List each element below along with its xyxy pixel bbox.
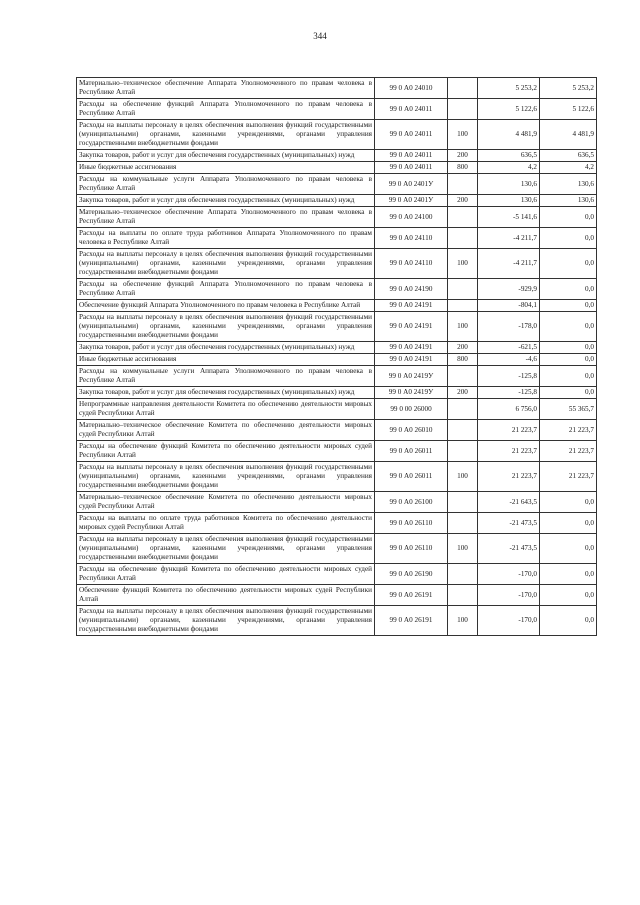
row-amount-1-cell: -21 473,5 xyxy=(478,534,540,564)
row-amount-1-cell: -125,8 xyxy=(478,387,540,399)
row-amount-1-cell: -804,1 xyxy=(478,300,540,312)
table-row xyxy=(77,342,597,354)
row-expense-type-cell: 100 xyxy=(448,120,478,150)
row-amount-1-cell: -178,0 xyxy=(478,312,540,342)
row-name-cell: Обеспечение функций Аппарата Уполномоченного по правам человека в Республике Алтай xyxy=(77,300,375,312)
row-code-cell: 99 0 А0 26100 xyxy=(375,492,448,513)
row-amount-1-cell: 6 756,0 xyxy=(478,399,540,420)
table-row xyxy=(77,249,597,279)
row-amount-2-cell: 130,6 xyxy=(540,195,597,207)
row-code-cell: 99 0 А0 26191 xyxy=(375,606,448,636)
row-amount-2-cell: 0,0 xyxy=(540,312,597,342)
row-amount-2-cell: 0,0 xyxy=(540,564,597,585)
table-row xyxy=(77,564,597,585)
budget-table-body xyxy=(77,78,597,636)
row-expense-type-cell xyxy=(448,207,478,228)
row-amount-1-cell: 4 481,9 xyxy=(478,120,540,150)
row-code-cell: 99 0 А0 24010 xyxy=(375,78,448,99)
row-name-cell: Расходы на выплаты по оплате труда работников Аппарата Уполномоченного по правам человека в Республике Алтай xyxy=(77,228,375,249)
budget-table xyxy=(76,77,597,636)
row-amount-1-cell: -621,5 xyxy=(478,342,540,354)
row-amount-2-cell: 55 365,7 xyxy=(540,399,597,420)
row-expense-type-cell xyxy=(448,174,478,195)
row-name-cell: Иные бюджетные ассигнования xyxy=(77,162,375,174)
row-expense-type-cell xyxy=(448,564,478,585)
row-amount-2-cell: 0,0 xyxy=(540,606,597,636)
row-amount-2-cell: 21 223,7 xyxy=(540,420,597,441)
row-name-cell: Расходы на обеспечение функций Аппарата Уполномоченного по правам человека в Республике Алтай xyxy=(77,279,375,300)
row-amount-1-cell: -125,8 xyxy=(478,366,540,387)
row-expense-type-cell: 100 xyxy=(448,462,478,492)
row-amount-1-cell: 5 253,2 xyxy=(478,78,540,99)
row-amount-2-cell: 0,0 xyxy=(540,366,597,387)
row-amount-1-cell: 130,6 xyxy=(478,174,540,195)
row-name-cell: Материально–техническое обеспечение Аппарата Уполномоченного по правам человека в Республике Алтай xyxy=(77,78,375,99)
row-expense-type-cell xyxy=(448,228,478,249)
table-row xyxy=(77,354,597,366)
row-expense-type-cell xyxy=(448,99,478,120)
table-row xyxy=(77,441,597,462)
row-amount-1-cell: 130,6 xyxy=(478,195,540,207)
row-name-cell: Расходы на выплаты персоналу в целях обеспечения выполнения функций государственными (муниципальными) органами, казенными учреждениями, органами управления государственными внебюджетными фондами xyxy=(77,312,375,342)
row-amount-2-cell: 0,0 xyxy=(540,342,597,354)
row-name-cell: Расходы на обеспечение функций Комитета по обеспечению деятельности мировых судей Республики Алтай xyxy=(77,441,375,462)
row-amount-2-cell: 4 481,9 xyxy=(540,120,597,150)
row-code-cell: 99 0 А0 24011 xyxy=(375,120,448,150)
row-name-cell: Иные бюджетные ассигнования xyxy=(77,354,375,366)
row-expense-type-cell: 100 xyxy=(448,606,478,636)
row-amount-2-cell: 0,0 xyxy=(540,300,597,312)
row-amount-1-cell: 5 122,6 xyxy=(478,99,540,120)
row-name-cell: Расходы на обеспечение функций Аппарата Уполномоченного по правам человека в Республике Алтай xyxy=(77,99,375,120)
table-row xyxy=(77,300,597,312)
table-row xyxy=(77,174,597,195)
row-name-cell: Материально–техническое обеспечение Комитета по обеспечению деятельности мировых судей Республики Алтай xyxy=(77,492,375,513)
row-name-cell: Расходы на выплаты персоналу в целях обеспечения выполнения функций государственными (муниципальными) органами, казенными учреждениями, органами управления государственными внебюджетными фондами xyxy=(77,534,375,564)
row-name-cell: Расходы на обеспечение функций Комитета по обеспечению деятельности мировых судей Республики Алтай xyxy=(77,564,375,585)
row-amount-2-cell: 0,0 xyxy=(540,534,597,564)
row-expense-type-cell xyxy=(448,300,478,312)
table-row xyxy=(77,279,597,300)
row-name-cell: Закупка товаров, работ и услуг для обеспечения государственных (муниципальных) нужд xyxy=(77,342,375,354)
row-expense-type-cell: 200 xyxy=(448,387,478,399)
row-expense-type-cell: 200 xyxy=(448,195,478,207)
row-code-cell: 99 0 А0 24100 xyxy=(375,207,448,228)
table-row xyxy=(77,366,597,387)
row-expense-type-cell xyxy=(448,420,478,441)
row-code-cell: 99 0 А0 24191 xyxy=(375,354,448,366)
row-code-cell: 99 0 А0 24110 xyxy=(375,228,448,249)
row-expense-type-cell: 200 xyxy=(448,150,478,162)
row-code-cell: 99 0 А0 26011 xyxy=(375,441,448,462)
row-amount-2-cell: 636,5 xyxy=(540,150,597,162)
row-amount-1-cell: -4,6 xyxy=(478,354,540,366)
row-code-cell: 99 0 А0 2419У xyxy=(375,387,448,399)
row-code-cell: 99 0 А0 24110 xyxy=(375,249,448,279)
row-expense-type-cell xyxy=(448,513,478,534)
row-expense-type-cell xyxy=(448,78,478,99)
table-row xyxy=(77,228,597,249)
row-expense-type-cell xyxy=(448,492,478,513)
row-code-cell: 99 0 00 26000 xyxy=(375,399,448,420)
row-amount-2-cell: 0,0 xyxy=(540,513,597,534)
row-name-cell: Расходы на выплаты по оплате труда работников Комитета по обеспечению деятельности мировых судей Республики Алтай xyxy=(77,513,375,534)
row-amount-2-cell: 0,0 xyxy=(540,279,597,300)
row-code-cell: 99 0 А0 24011 xyxy=(375,150,448,162)
row-name-cell: Закупка товаров, работ и услуг для обеспечения государственных (муниципальных) нужд xyxy=(77,387,375,399)
table-row xyxy=(77,99,597,120)
row-amount-2-cell: 21 223,7 xyxy=(540,441,597,462)
row-name-cell: Расходы на выплаты персоналу в целях обеспечения выполнения функций государственными (муниципальными) органами, казенными учреждениями, органами управления государственными внебюджетными фондами xyxy=(77,120,375,150)
row-amount-1-cell: 636,5 xyxy=(478,150,540,162)
row-name-cell: Расходы на коммунальные услуги Аппарата Уполномоченного по правам человека в Республике Алтай xyxy=(77,174,375,195)
table-row xyxy=(77,312,597,342)
row-code-cell: 99 0 А0 24011 xyxy=(375,99,448,120)
row-amount-2-cell: 21 223,7 xyxy=(540,462,597,492)
row-amount-2-cell: 0,0 xyxy=(540,585,597,606)
row-amount-1-cell: 4,2 xyxy=(478,162,540,174)
row-name-cell: Материально–техническое обеспечение Аппарата Уполномоченного по правам человека в Республике Алтай xyxy=(77,207,375,228)
page-number: 344 xyxy=(313,31,327,41)
row-code-cell: 99 0 А0 26190 xyxy=(375,564,448,585)
row-code-cell: 99 0 А0 26110 xyxy=(375,534,448,564)
row-amount-1-cell: 21 223,7 xyxy=(478,462,540,492)
row-expense-type-cell: 100 xyxy=(448,249,478,279)
row-code-cell: 99 0 А0 24191 xyxy=(375,300,448,312)
row-expense-type-cell: 100 xyxy=(448,312,478,342)
row-amount-1-cell: -5 141,6 xyxy=(478,207,540,228)
table-row xyxy=(77,492,597,513)
row-code-cell: 99 0 А0 24191 xyxy=(375,312,448,342)
row-name-cell: Расходы на выплаты персоналу в целях обеспечения выполнения функций государственными (муниципальными) органами, казенными учреждениями, органами управления государственными внебюджетными фондами xyxy=(77,462,375,492)
row-name-cell: Обеспечение функций Комитета по обеспечению деятельности мировых судей Республики Алтай xyxy=(77,585,375,606)
row-code-cell: 99 0 А0 26010 xyxy=(375,420,448,441)
row-name-cell: Расходы на коммунальные услуги Аппарата Уполномоченного по правам человека в Республике Алтай xyxy=(77,366,375,387)
row-code-cell: 99 0 А0 24011 xyxy=(375,162,448,174)
row-amount-2-cell: 4,2 xyxy=(540,162,597,174)
row-expense-type-cell xyxy=(448,279,478,300)
table-row xyxy=(77,606,597,636)
table-row xyxy=(77,585,597,606)
row-expense-type-cell xyxy=(448,441,478,462)
row-name-cell: Расходы на выплаты персоналу в целях обеспечения выполнения функций государственными (муниципальными) органами, казенными учреждениями, органами управления государственными внебюджетными фондами xyxy=(77,249,375,279)
row-amount-2-cell: 0,0 xyxy=(540,354,597,366)
table-row xyxy=(77,462,597,492)
table-row xyxy=(77,399,597,420)
table-row xyxy=(77,195,597,207)
row-amount-1-cell: -4 211,7 xyxy=(478,228,540,249)
row-name-cell: Непрограммные направления деятельности Комитета по обеспечению деятельности мировых судей Республики Алтай xyxy=(77,399,375,420)
row-expense-type-cell xyxy=(448,366,478,387)
row-amount-2-cell: 0,0 xyxy=(540,207,597,228)
row-expense-type-cell: 800 xyxy=(448,162,478,174)
row-code-cell: 99 0 А0 24191 xyxy=(375,342,448,354)
table-row xyxy=(77,162,597,174)
table-row xyxy=(77,78,597,99)
row-code-cell: 99 0 А0 2401У xyxy=(375,174,448,195)
row-code-cell: 99 0 А0 2401У xyxy=(375,195,448,207)
table-row xyxy=(77,207,597,228)
row-name-cell: Закупка товаров, работ и услуг для обеспечения государственных (муниципальных) нужд xyxy=(77,195,375,207)
row-amount-1-cell: 21 223,7 xyxy=(478,441,540,462)
table-row xyxy=(77,420,597,441)
row-expense-type-cell xyxy=(448,585,478,606)
row-code-cell: 99 0 А0 24190 xyxy=(375,279,448,300)
row-amount-1-cell: 21 223,7 xyxy=(478,420,540,441)
row-name-cell: Закупка товаров, работ и услуг для обеспечения государственных (муниципальных) нужд xyxy=(77,150,375,162)
row-name-cell: Расходы на выплаты персоналу в целях обеспечения выполнения функций государственными (муниципальными) органами, казенными учреждениями, органами управления государственными внебюджетными фондами xyxy=(77,606,375,636)
table-row xyxy=(77,150,597,162)
row-amount-2-cell: 130,6 xyxy=(540,174,597,195)
row-amount-2-cell: 0,0 xyxy=(540,249,597,279)
row-amount-1-cell: -4 211,7 xyxy=(478,249,540,279)
row-amount-1-cell: -21 473,5 xyxy=(478,513,540,534)
table-row xyxy=(77,387,597,399)
row-code-cell: 99 0 А0 2419У xyxy=(375,366,448,387)
row-amount-2-cell: 5 253,2 xyxy=(540,78,597,99)
row-amount-1-cell: -21 643,5 xyxy=(478,492,540,513)
table-row xyxy=(77,534,597,564)
row-amount-2-cell: 0,0 xyxy=(540,387,597,399)
row-code-cell: 99 0 А0 26110 xyxy=(375,513,448,534)
row-amount-1-cell: -170,0 xyxy=(478,606,540,636)
row-amount-2-cell: 0,0 xyxy=(540,492,597,513)
row-name-cell: Материально–техническое обеспечение Комитета по обеспечению деятельности мировых судей Республики Алтай xyxy=(77,420,375,441)
row-amount-1-cell: -929,9 xyxy=(478,279,540,300)
row-expense-type-cell: 100 xyxy=(448,534,478,564)
row-amount-2-cell: 5 122,6 xyxy=(540,99,597,120)
row-expense-type-cell xyxy=(448,399,478,420)
table-row xyxy=(77,120,597,150)
row-expense-type-cell: 800 xyxy=(448,354,478,366)
row-amount-1-cell: -170,0 xyxy=(478,585,540,606)
row-expense-type-cell: 200 xyxy=(448,342,478,354)
table-row xyxy=(77,513,597,534)
row-code-cell: 99 0 А0 26011 xyxy=(375,462,448,492)
row-code-cell: 99 0 А0 26191 xyxy=(375,585,448,606)
row-amount-1-cell: -170,0 xyxy=(478,564,540,585)
row-amount-2-cell: 0,0 xyxy=(540,228,597,249)
